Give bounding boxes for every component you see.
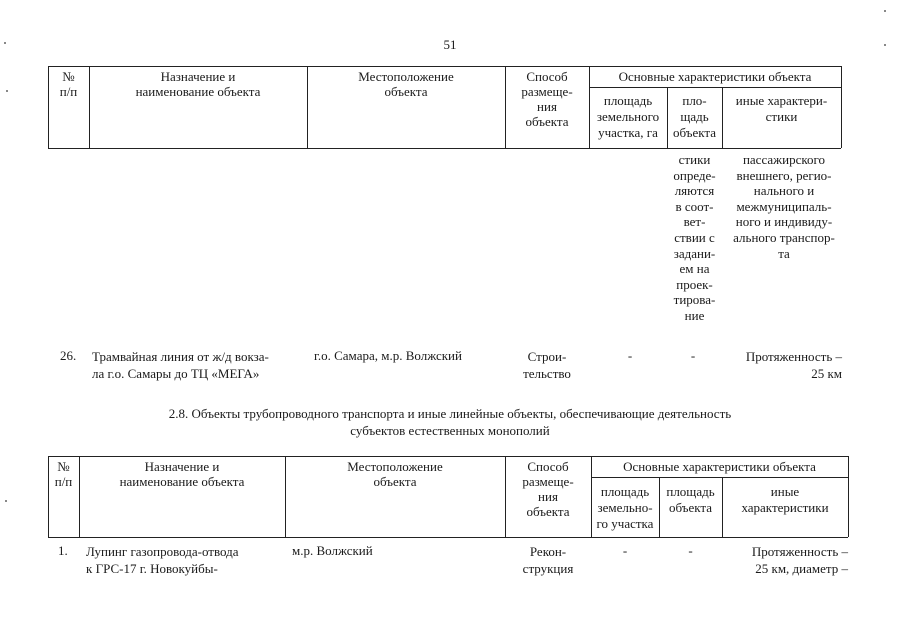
header-num: № п/п	[54, 459, 73, 489]
scan-speck	[884, 44, 886, 46]
header-method: Способ размеще- ния объекта	[521, 69, 573, 129]
table-rule	[48, 148, 841, 149]
row-name: Лупинг газопровода-отвода к ГРС-17 г. Новокуйбы-	[86, 544, 239, 576]
header-method: Способ размеще- ния объекта	[522, 459, 574, 519]
continuation-area: стики опреде- ляются в соот- вет- ствии с задани- ем на проек- тирова- ние	[673, 152, 716, 323]
continuation-other: пассажирского внешнего, регио- нального и межмуниципаль- ного и индивиду- ального транспор- та	[733, 152, 835, 261]
header-other: иные характеристики	[741, 484, 829, 515]
row-method: Строи- тельство	[523, 349, 571, 381]
header-location: Местоположение объекта	[347, 459, 443, 489]
table-rule	[848, 456, 849, 537]
header-other: иные характери- стики	[735, 93, 828, 124]
header-characteristics: Основные характеристики объекта	[618, 69, 812, 84]
scan-speck	[4, 42, 6, 44]
row-land-area: -	[627, 348, 633, 363]
row-area: -	[690, 348, 696, 363]
row-other: Протяженность – 25 км	[745, 349, 842, 381]
row-other: Протяженность – 25 км, диаметр –	[751, 544, 848, 576]
section-title: 2.8. Объекты трубопроводного транспорта и иные линейные объекты, обеспечивающие деятельность субъектов естественных монополий	[168, 406, 732, 438]
header-land-area: площадь земельного участка, га	[596, 93, 660, 140]
row-location: г.о. Самара, м.р. Волжский	[314, 348, 462, 363]
header-area: площадь объекта	[666, 484, 715, 515]
header-characteristics: Основные характеристики объекта	[623, 459, 816, 474]
header-location: Местоположение объекта	[358, 69, 454, 99]
row-name: Трамвайная линия от ж/д вокза- ла г.о. Самары до ТЦ «МЕГА»	[92, 349, 269, 381]
table-rule	[589, 87, 841, 88]
page-number: 51	[443, 37, 457, 52]
header-name: Назначение и наименование объекта	[119, 459, 245, 489]
scan-speck	[5, 500, 7, 502]
header-name: Назначение и наименование объекта	[135, 69, 261, 99]
row-area: -	[688, 543, 693, 558]
table-rule	[48, 66, 841, 67]
row-location: м.р. Волжский	[292, 543, 373, 558]
row-method: Рекон- струкция	[522, 544, 574, 576]
table-rule	[48, 537, 848, 538]
row-land-area: -	[622, 543, 628, 558]
header-land-area: площадь земельно- го участка	[596, 484, 654, 531]
row-num: 26.	[60, 348, 77, 363]
header-num: № п/п	[59, 69, 78, 99]
table-rule	[591, 477, 848, 478]
scan-speck	[884, 10, 886, 12]
table-rule	[841, 66, 842, 148]
row-num: 1.	[58, 543, 68, 558]
scan-speck	[6, 90, 8, 92]
header-area: пло- щадь объекта	[672, 93, 717, 140]
table-rule	[48, 456, 848, 457]
